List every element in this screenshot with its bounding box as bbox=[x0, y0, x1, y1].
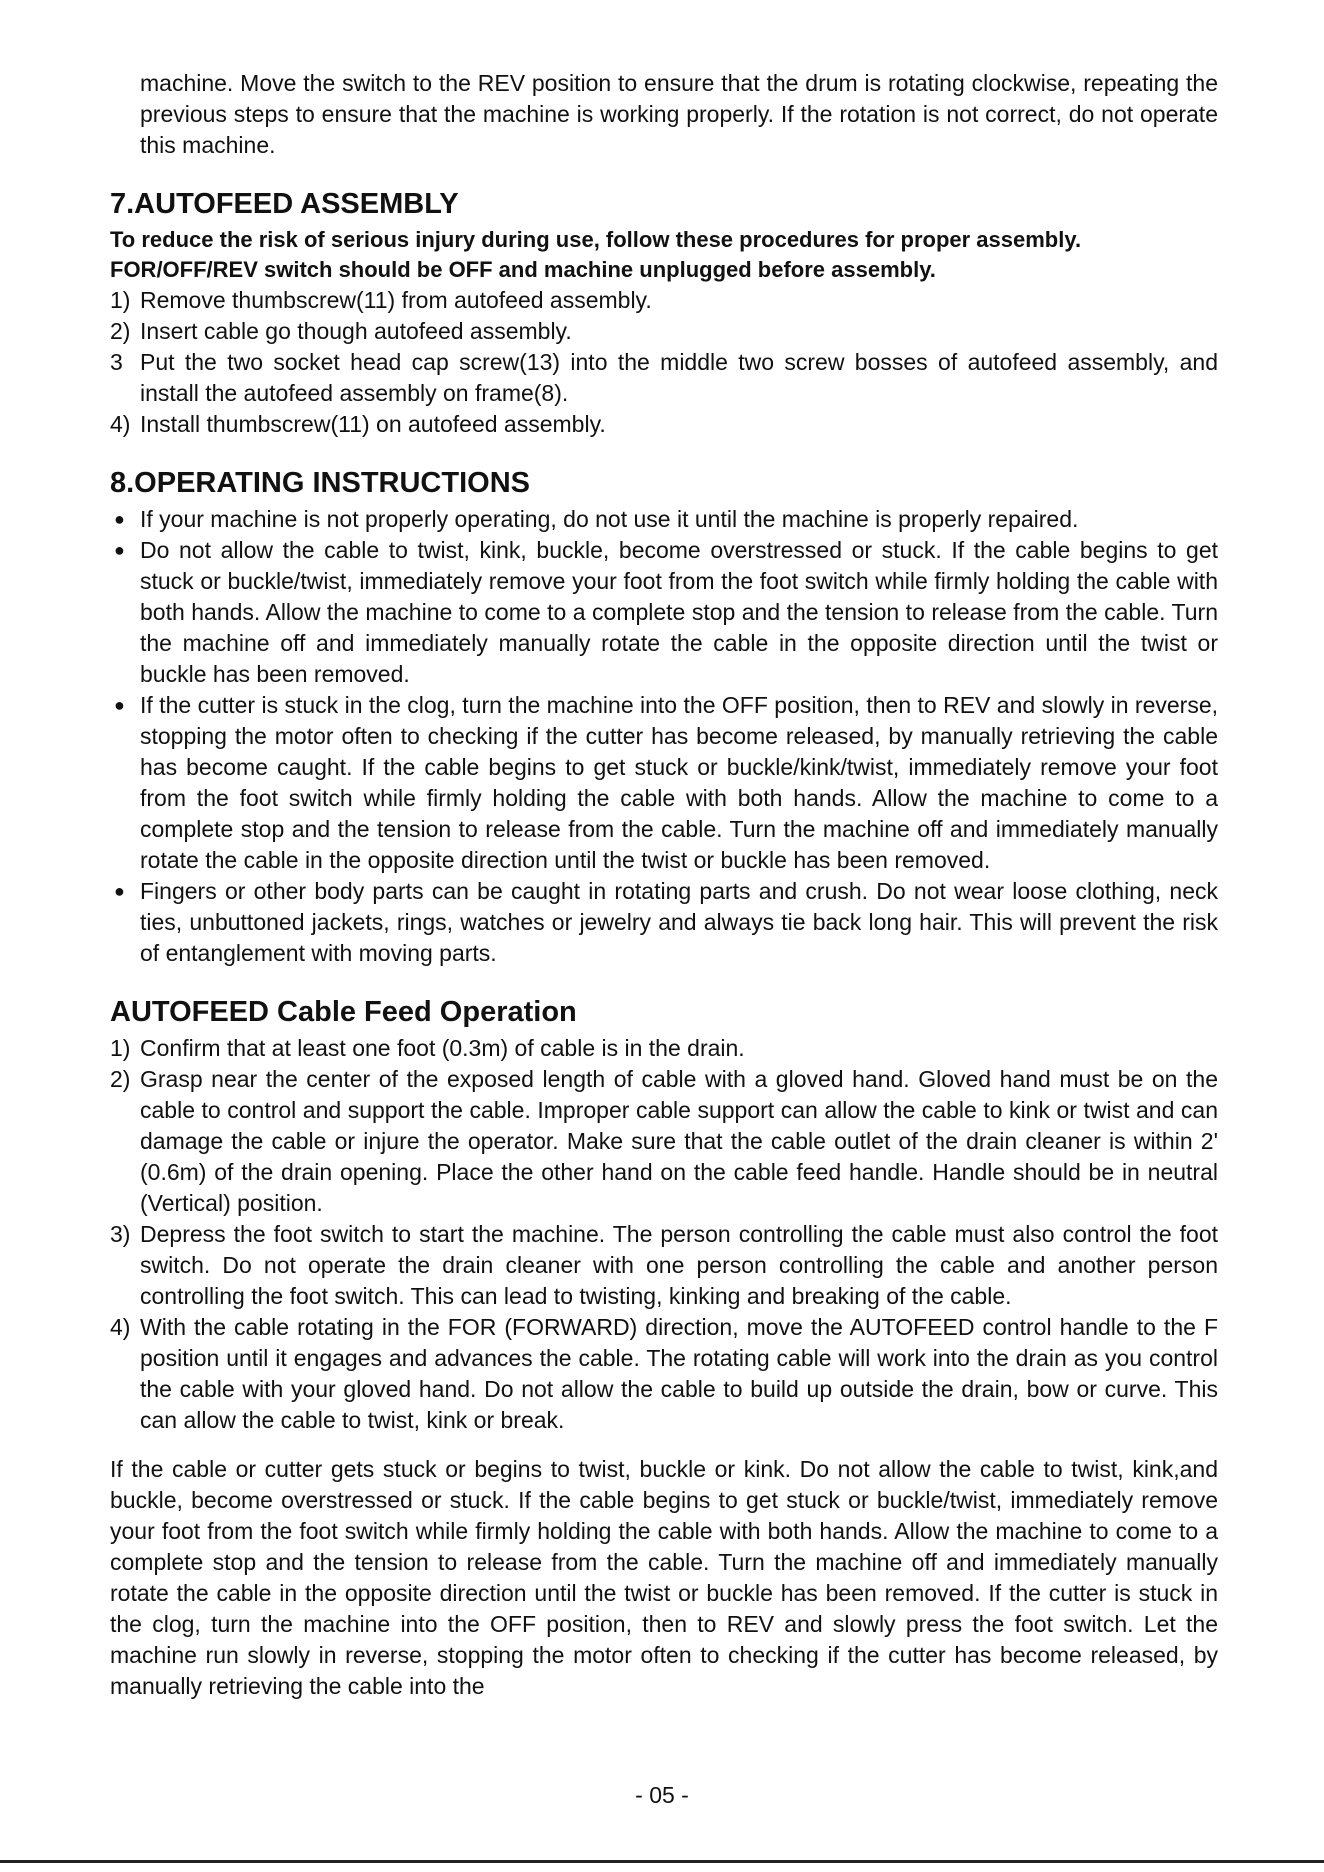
bullet-icon: ● bbox=[114, 695, 125, 715]
bullet-text: If your machine is not properly operating, do not use it until the machine is properly repaired. bbox=[140, 506, 1079, 532]
intro-paragraph: machine. Move the switch to the REV position to ensure that the drum is rotating clockwise, repeating the previous steps to ensure that the machine is working properly. If the rotation is not correct, do not operate this machine. bbox=[140, 70, 1218, 158]
section-7-warning-1: To reduce the risk of serious injury during use, follow these procedures for proper assembly. bbox=[110, 227, 1082, 252]
autofeed-operation-steps bbox=[110, 1033, 1218, 1436]
step-number: 2) bbox=[110, 318, 131, 344]
section-7-title: 7.AUTOFEED ASSEMBLY bbox=[110, 188, 459, 220]
list-item bbox=[110, 347, 1218, 409]
section-8-title: 8.OPERATING INSTRUCTIONS bbox=[110, 467, 530, 499]
step-number: 2) bbox=[110, 1066, 131, 1092]
list-item bbox=[110, 535, 1218, 690]
step-number: 4) bbox=[110, 1314, 131, 1340]
section-8-bullets bbox=[110, 504, 1218, 969]
list-item bbox=[110, 1064, 1218, 1219]
bullet-icon: ● bbox=[114, 881, 125, 901]
step-text: Remove thumbscrew(11) from autofeed assembly. bbox=[140, 287, 652, 313]
step-text: Grasp near the center of the exposed length of cable with a gloved hand. Gloved hand must be on the cable to control and support the cable. Improper cable support can allow the cable to kink or twist and can damage the cable or injure the operator. Make sure that the cable outlet of the drain cleaner is within 2' (0.6m) of the drain opening. Place the other hand on the cable feed handle. Handle should be in neutral (Vertical) position. bbox=[140, 1066, 1218, 1216]
bullet-icon: ● bbox=[114, 540, 125, 560]
step-text: With the cable rotating in the FOR (FORWARD) direction, move the AUTOFEED control handle to the F position until it engages and advances the cable. The rotating cable will work into the drain as you control the cable with your gloved hand. Do not allow the cable to build up outside the drain, bow or curve. This can allow the cable to twist, kink or break. bbox=[140, 1314, 1218, 1433]
bottom-rule bbox=[0, 1860, 1324, 1863]
bullet-icon: ● bbox=[114, 509, 125, 529]
autofeed-operation-title: AUTOFEED Cable Feed Operation bbox=[110, 996, 577, 1028]
step-number: 1) bbox=[110, 287, 131, 313]
step-text: Depress the foot switch to start the machine. The person controlling the cable must also control the foot switch. Do not operate the drain cleaner with one person controlling the cable and another person controlling the foot switch. This can lead to twisting, kinking and breaking of the cable. bbox=[140, 1221, 1218, 1309]
step-number: 1) bbox=[110, 1035, 131, 1061]
step-text: Put the two socket head cap screw(13) into the middle two screw bosses of autofeed assembly, and install the autofeed assembly on frame(8). bbox=[140, 349, 1218, 406]
list-item bbox=[110, 409, 1218, 440]
step-text: Insert cable go though autofeed assembly. bbox=[140, 318, 572, 344]
step-text: Install thumbscrew(11) on autofeed assembly. bbox=[140, 411, 606, 437]
step-number: 3 bbox=[110, 349, 123, 375]
list-item bbox=[110, 690, 1218, 876]
section-7-steps bbox=[110, 285, 1218, 440]
list-item bbox=[110, 1312, 1218, 1436]
list-item bbox=[110, 876, 1218, 969]
section-7-warning-2: FOR/OFF/REV switch should be OFF and machine unplugged before assembly. bbox=[110, 257, 936, 282]
closing-paragraph: If the cable or cutter gets stuck or begins to twist, buckle or kink. Do not allow the cable to twist, kink,and buckle, become overstressed or stuck. If the cable begins to get stuck or buckle/twist, immediately remove your foot from the foot switch while firmly holding the cable with both hands. Allow the machine to come to a complete stop and the tension to release from the cable. Turn the machine off and immediately manually rotate the cable in the opposite direction until the twist or buckle has been removed. If the cutter is stuck in the clog, turn the machine into the OFF position, then to REV and slowly press the foot switch. Let the machine run slowly in reverse, stopping the motor often to checking if the cutter has become released, by manually retrieving the cable into the bbox=[110, 1456, 1218, 1699]
list-item bbox=[110, 504, 1218, 535]
bullet-text: If the cutter is stuck in the clog, turn the machine into the OFF position, then to REV and slowly in reverse, stopping the motor often to checking if the cutter has become released, by manually retrieving the cable has become caught. If the cable begins to get stuck or buckle/kink/twist, immediately remove your foot from the foot switch while firmly holding the cable with both hands. Allow the machine to come to a complete stop and the tension to release from the cable. Turn the machine off and immediately manually rotate the cable in the opposite direction until the twist or buckle has been removed. bbox=[140, 692, 1218, 873]
step-text: Confirm that at least one foot (0.3m) of cable is in the drain. bbox=[140, 1035, 745, 1061]
manual-page bbox=[110, 68, 1218, 1702]
list-item bbox=[110, 285, 1218, 316]
step-number: 4) bbox=[110, 411, 131, 437]
bullet-text: Do not allow the cable to twist, kink, buckle, become overstressed or stuck. If the cable begins to get stuck or buckle/twist, immediately remove your foot from the foot switch while firmly holding the cable with both hands. Allow the machine to come to a complete stop and the tension to release from the cable. Turn the machine off and immediately manually rotate the cable in the opposite direction until the twist or buckle has been removed. bbox=[140, 537, 1218, 687]
list-item bbox=[110, 316, 1218, 347]
bullet-text: Fingers or other body parts can be caught in rotating parts and crush. Do not wear loose clothing, neck ties, unbuttoned jackets, rings, watches or jewelry and always tie back long hair. This will prevent the risk of entanglement with moving parts. bbox=[140, 878, 1218, 966]
list-item bbox=[110, 1219, 1218, 1312]
list-item bbox=[110, 1033, 1218, 1064]
page-number: - 05 - bbox=[635, 1782, 689, 1808]
step-number: 3) bbox=[110, 1221, 131, 1247]
